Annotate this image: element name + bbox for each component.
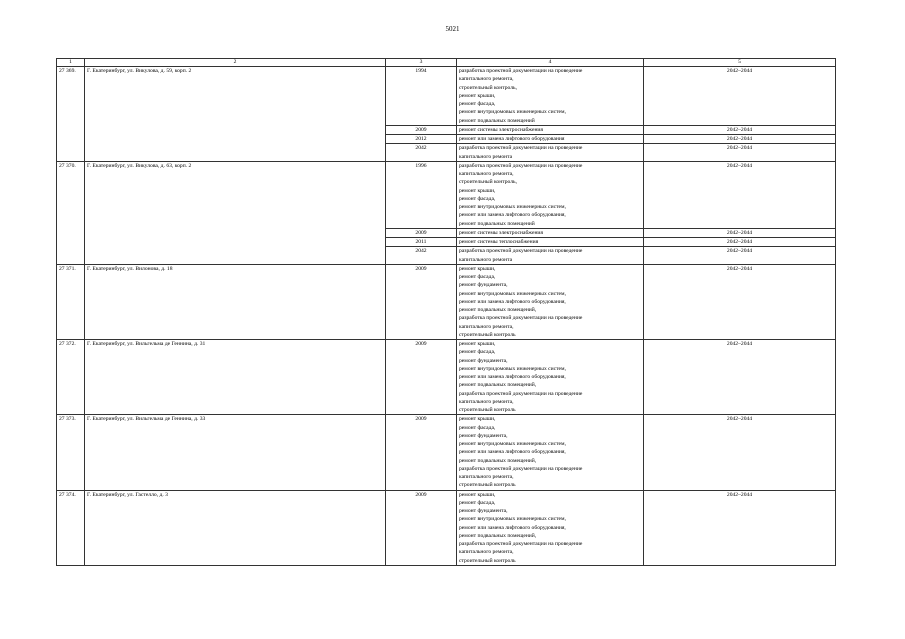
work-types xyxy=(457,228,644,237)
page-number: 5021 xyxy=(445,25,460,33)
work-item: ремонт подвальных помещений, xyxy=(459,457,537,464)
table-row xyxy=(57,415,836,490)
work-types xyxy=(457,247,644,265)
work-types xyxy=(457,238,644,247)
repair-schedule-table xyxy=(56,58,836,566)
work-item: ремонт фундамента, xyxy=(459,282,508,289)
commissioning-year: 2009 xyxy=(386,264,457,339)
work-item: строительный контроль, xyxy=(459,84,517,91)
work-item: капитального ремонта, xyxy=(459,76,514,83)
column-header: 4 xyxy=(457,59,644,67)
repair-period: 2042–2044 xyxy=(644,144,836,162)
work-item: ремонт крыши, xyxy=(459,416,496,423)
work-item: ремонт крыши, xyxy=(459,491,496,498)
work-item: ремонт внутридомовых инженерных систем, xyxy=(459,109,566,116)
repair-period: 2042–2044 xyxy=(644,490,836,565)
table-row xyxy=(57,490,836,565)
work-item: ремонт фундамента, xyxy=(459,432,508,439)
building-address: Г. Екатеринбург, ул. Вилонова, д. 18 xyxy=(85,264,386,339)
repair-period: 2042–2044 xyxy=(644,125,836,134)
column-header: 5 xyxy=(644,59,836,67)
work-item: строительный контроль xyxy=(459,557,516,564)
commissioning-year: 2042 xyxy=(386,144,457,162)
work-item: ремонт или замена лифтового оборудования, xyxy=(459,212,566,219)
work-item: разработка проектной документации на проведение xyxy=(459,465,583,472)
work-item: ремонт системы электроснабжения xyxy=(459,229,543,236)
work-item: ремонт фундамента, xyxy=(459,357,508,364)
work-item: ремонт подвальных помещений, xyxy=(459,382,537,389)
work-item: капитального ремонта xyxy=(459,256,513,263)
table-row xyxy=(57,161,836,228)
work-item: капитального ремонта, xyxy=(459,323,514,330)
work-item: ремонт внутридомовых инженерных систем, xyxy=(459,441,566,447)
work-item: капитального ремонта, xyxy=(459,171,514,177)
work-item: разработка проектной документации на проведение xyxy=(459,541,583,547)
column-header: 3 xyxy=(386,59,457,67)
work-item: капитального ремонта, xyxy=(459,549,514,556)
work-item: ремонт фасада, xyxy=(459,274,496,280)
work-item: ремонт фундамента, xyxy=(459,508,508,514)
work-types xyxy=(457,490,644,565)
row-number: 27 371. xyxy=(57,264,85,339)
work-item: капитального ремонта xyxy=(459,153,513,160)
repair-period: 2042–2044 xyxy=(644,67,836,126)
row-number: 27 373. xyxy=(57,415,85,490)
work-item: разработка проектной документации на проведение xyxy=(459,162,583,169)
work-item: ремонт системы электроснабжения xyxy=(459,126,543,133)
work-item: разработка проектной документации на проведение xyxy=(459,390,583,397)
work-item: разработка проектной документации на проведение xyxy=(459,68,583,74)
work-item: ремонт фасада, xyxy=(459,349,496,356)
building-address: Г. Екатеринбург, ул. Вильгельма де Геннина, д. 33 xyxy=(85,415,386,490)
work-item: ремонт крыши, xyxy=(459,92,496,99)
work-item: ремонт фасада, xyxy=(459,424,496,431)
work-item: ремонт крыши, xyxy=(459,265,496,272)
work-item: строительный контроль xyxy=(459,407,516,413)
work-item: разработка проектной документации на проведение xyxy=(459,145,583,152)
repair-period: 2042–2044 xyxy=(644,161,836,228)
repair-period: 2042–2044 xyxy=(644,135,836,144)
work-types xyxy=(457,161,644,228)
repair-period: 2042–2044 xyxy=(644,340,836,415)
row-number: 27 370. xyxy=(57,161,85,264)
work-item: ремонт внутридомовых инженерных систем, xyxy=(459,516,566,523)
work-types xyxy=(457,125,644,134)
building-address: Г. Екатеринбург, ул. Гастелло, д. 3 xyxy=(85,490,386,565)
table-body xyxy=(57,59,836,566)
work-item: разработка проектной документации на проведение xyxy=(459,315,583,322)
work-item: ремонт или замена лифтового оборудования, xyxy=(459,374,566,380)
building-address: Г. Екатеринбург, ул. Викулова, д. 59, корп. 2 xyxy=(85,67,386,162)
work-item: капитального ремонта, xyxy=(459,474,514,480)
commissioning-year: 1996 xyxy=(386,161,457,228)
commissioning-year: 2009 xyxy=(386,490,457,565)
commissioning-year: 2009 xyxy=(386,340,457,415)
work-item: ремонт подвальных помещений, xyxy=(459,532,537,539)
work-item: ремонт или замена лифтового оборудования, xyxy=(459,449,566,456)
column-header: 2 xyxy=(85,59,386,67)
work-types xyxy=(457,415,644,490)
work-types xyxy=(457,340,644,415)
repair-period: 2042–2044 xyxy=(644,264,836,339)
repair-period: 2042–2044 xyxy=(644,415,836,490)
work-types xyxy=(457,264,644,339)
work-item: ремонт крыши, xyxy=(459,187,496,194)
repair-period: 2042–2044 xyxy=(644,228,836,237)
work-item: ремонт подвальных помещений, xyxy=(459,307,537,313)
building-address: Г. Екатеринбург, ул. Викулова, д. 63, корп. 2 xyxy=(85,161,386,264)
work-item: ремонт внутридомовых инженерных систем, xyxy=(459,290,566,297)
column-number-row xyxy=(57,59,836,67)
commissioning-year: 2042 xyxy=(386,247,457,265)
commissioning-year: 2011 xyxy=(386,238,457,247)
work-item: ремонт крыши, xyxy=(459,341,496,347)
row-number: 27 374. xyxy=(57,490,85,565)
work-types xyxy=(457,135,644,144)
work-item: ремонт или замена лифтового оборудования xyxy=(459,136,565,142)
work-item: ремонт или замена лифтового оборудования, xyxy=(459,298,566,305)
work-item: ремонт подвальных помещений xyxy=(459,220,535,227)
work-item: разработка проектной документации на проведение xyxy=(459,248,583,255)
repair-period: 2042–2044 xyxy=(644,247,836,265)
row-number: 27 369. xyxy=(57,67,85,162)
row-number: 27 372. xyxy=(57,340,85,415)
work-item: капитального ремонта, xyxy=(459,398,514,405)
work-item: ремонт фасада, xyxy=(459,195,496,202)
repair-period: 2042–2044 xyxy=(644,238,836,247)
commissioning-year: 2009 xyxy=(386,125,457,134)
commissioning-year: 1994 xyxy=(386,67,457,126)
building-address: Г. Екатеринбург, ул. Вильгельма де Геннина, д. 31 xyxy=(85,340,386,415)
table-row xyxy=(57,67,836,126)
work-item: ремонт фасада, xyxy=(459,499,496,506)
commissioning-year: 2009 xyxy=(386,228,457,237)
work-item: ремонт фасада, xyxy=(459,101,496,107)
work-item: строительный контроль xyxy=(459,482,516,489)
work-item: ремонт или замена лифтового оборудования, xyxy=(459,524,566,531)
column-header: 1 xyxy=(57,59,85,67)
work-item: ремонт внутридомовых инженерных систем, xyxy=(459,365,566,372)
work-types xyxy=(457,144,644,162)
work-item: ремонт внутридомовых инженерных систем, xyxy=(459,204,566,210)
work-types xyxy=(457,67,644,126)
work-item: строительный контроль, xyxy=(459,179,517,186)
work-item: ремонт подвальных помещений xyxy=(459,117,535,124)
table-row xyxy=(57,340,836,415)
commissioning-year: 2009 xyxy=(386,415,457,490)
work-item: строительный контроль xyxy=(459,331,516,338)
work-item: ремонт системы теплоснабжения xyxy=(459,239,539,245)
table-row xyxy=(57,264,836,339)
commissioning-year: 2012 xyxy=(386,135,457,144)
